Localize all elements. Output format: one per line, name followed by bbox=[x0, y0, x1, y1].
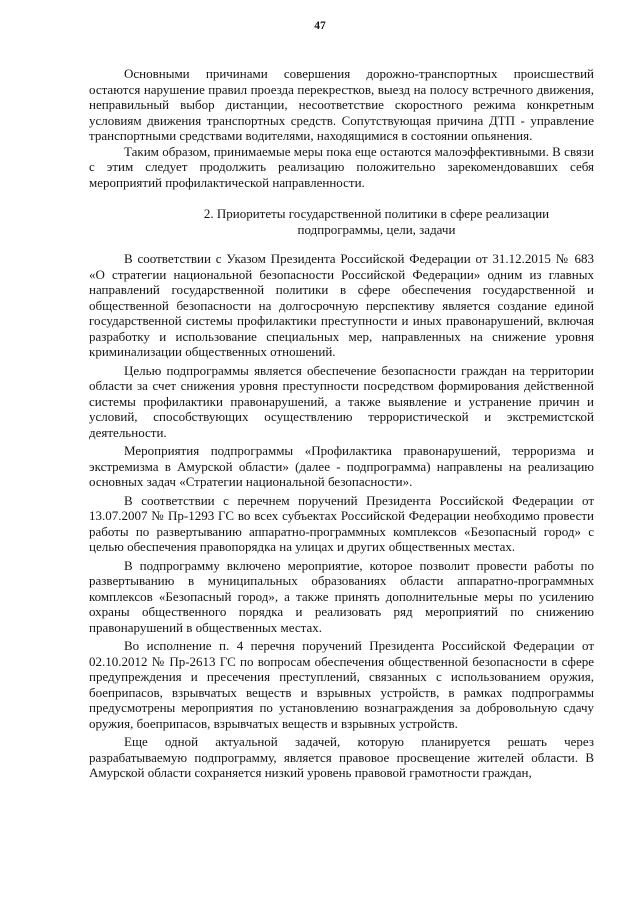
section-heading-line-2: подпрограммы, цели, задачи bbox=[297, 221, 456, 237]
paragraph-instructions-2007: В соответствии с перечнем поручений Президента Российской Федерации от 13.07.2007 № Пр-1293 ГС во всех субъектах Российской Федерации необходимо провести работы по развертыванию аппаратно-программных комплексов «Безопасный город» с целью обеспечения правопорядка на улицах и других общественных местах. bbox=[89, 492, 594, 554]
paragraph-legal-education: Еще одной актуальной задачей, которую планируется решать через разрабатываемую подпрограмму, является правовое просвещение жителей области. В Амурской области сохраняется низкий уровень правовой грамотности граждан, bbox=[89, 734, 594, 780]
section-heading-line-1: 2. Приоритеты государственной политики в сфере реализации bbox=[203, 206, 550, 221]
paragraph-instructions-2012: Во исполнение п. 4 перечня поручений Президента Российской Федерации от 02.10.2012 № Пр-2613 ГС по вопросам обеспечения общественной безопасности в сфере предупреждения и пресечения преступлений, связанных с использованием оружия, боеприпасов, взрывчатых веществ и взрывных устройств, в рамках подпрограммы предусмотрены мероприятия по установлению вознаграждения за добровольную сдачу оружия, боеприпасов, взрывчатых веществ и взрывных устройств. bbox=[89, 638, 594, 731]
page-number: 47 bbox=[314, 20, 326, 32]
paragraph-decree: В соответствии с Указом Президента Российской Федерации от 31.12.2015 № 683 «О стратегии национальной безопасности Российской Федерации» одним из главных направлений государственной политики в сфере обеспечения государственной и общественной безопасности на долгосрочную перспективу является создание единой государственной системы профилактики преступности и иных правонарушений, включая разработку и использование специальных мер, направленных на снижение уровня криминализации общественных отношений. bbox=[89, 251, 594, 359]
document-body bbox=[89, 66, 594, 781]
paragraph-conclusion: Таким образом, принимаемые меры пока еще остаются малоэффективными. В связи с этим следует продолжить реализацию положительно зарекомендовавших себя мероприятий профилактической направленности. bbox=[89, 143, 594, 190]
section-heading bbox=[89, 206, 594, 237]
paragraph-measures: Мероприятия подпрограммы «Профилактика правонарушений, терроризма и экстремизма в Амурской области» (далее - подпрограмма) направлены на реализацию основных задач «Стратегии национальной безопасности». bbox=[89, 443, 594, 489]
paragraph-safe-city: В подпрограмму включено мероприятие, которое позволит провести работы по развертыванию в муниципальных образованиях области аппаратно-программных комплексов «Безопасный город», а также принять дополнительные меры по усилению охраны общественного порядка и реализовать ряд мероприятий по снижению правонарушений в общественных местах. bbox=[89, 557, 594, 635]
paragraph-accident-causes: Основными причинами совершения дорожно-транспортных происшествий остаются нарушение правил проезда перекрестков, выезд на полосу встречного движения, неправильный выбор дистанции, несоответствие скоростного режима конкретным условиям движения транспортных средств. Сопутствующая причина ДТП - управление транспортными средствами водителями, находящимися в состоянии опьянения. bbox=[89, 66, 594, 143]
paragraph-goal: Целью подпрограммы является обеспечение безопасности граждан на территории области за счет снижения уровня преступности посредством формирования действенной системы профилактики правонарушений, а также выявление и устранение причин и условий, способствующих осуществлению террористической и экстремистской деятельности. bbox=[89, 362, 594, 440]
